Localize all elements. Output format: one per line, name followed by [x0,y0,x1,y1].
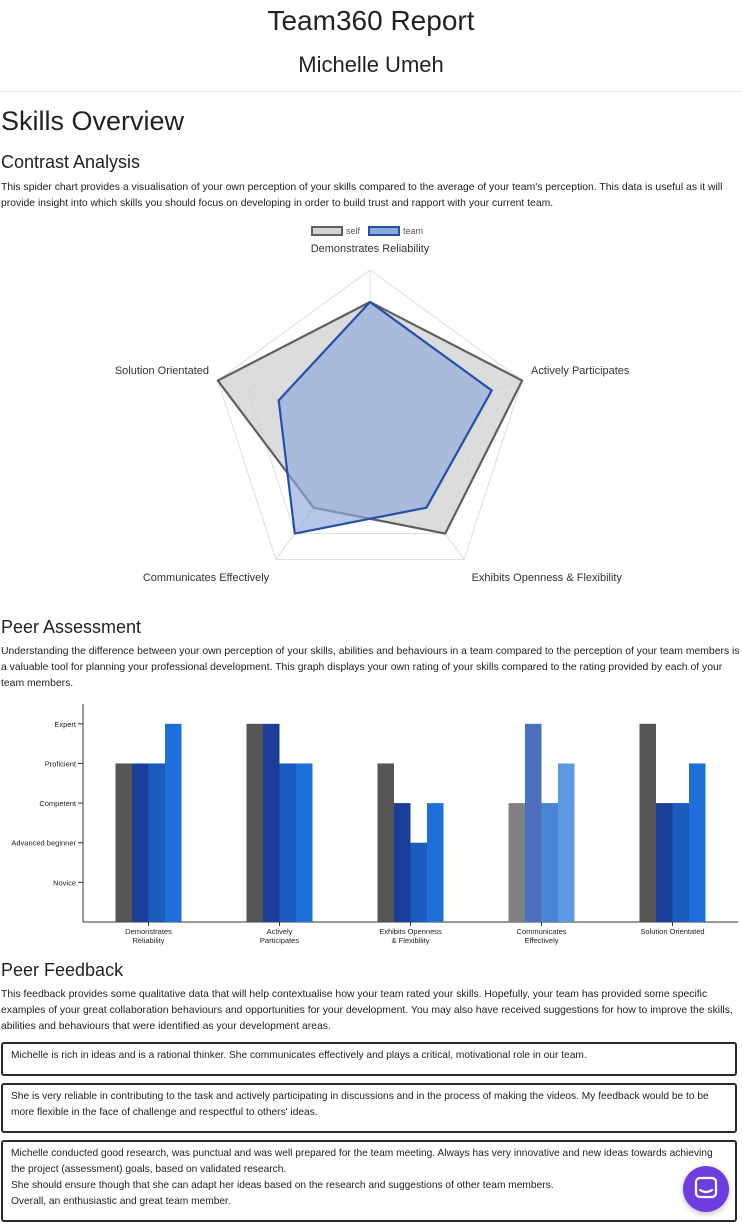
x-tick-label: Demonstrates Reliability [125,927,172,945]
contrast-analysis-heading: Contrast Analysis [1,152,141,172]
peer-feedback-description: This feedback provides some qualitative data that will help contextualise how your team rated your skills. Hopefully, your team has provided some specific examples of your great collaboration behaviours and opportunities for your development. You may also have received suggestions for how to improve the skills, abilities and behaviours that were identified as your development areas. [1,989,733,1032]
radar-chart [0,218,742,590]
radar-series [218,302,522,534]
y-tick-label: Advanced beginner [11,838,76,848]
radar-axis-label: Demonstrates Reliability [310,243,430,255]
y-tick-label: Novice [53,878,76,888]
y-tick-label: Proficient [44,759,76,769]
feedback-text: She should ensure though that she can adapt her ideas based on the research and suggestions of other team members. [11,1180,554,1191]
radar-axis-label: Exhibits Openness & Flexibility [471,572,622,584]
feedback-text: Overall, an enthusiastic and great team member. [11,1196,231,1207]
bar [280,763,297,922]
bar [542,803,559,922]
feedback-item [1,1042,737,1076]
header-divider [0,91,742,92]
legend-swatch-self [312,227,342,235]
bar [558,763,575,922]
report-title: Team360 Report [267,5,475,36]
radar-legend [312,226,423,236]
report-subtitle: Michelle Umeh [298,52,444,77]
chat-bubble-icon [683,1166,729,1212]
bar [165,724,182,922]
x-tick-label: Exhibits Openness & Flexibility [379,927,442,945]
bar [640,724,657,922]
bar [263,724,280,922]
x-tick-label: Solution Orientated [640,927,705,936]
legend-swatch-team [369,227,399,235]
bar [656,803,673,922]
bar [394,803,411,922]
peer-assessment-bar-chart [0,700,742,950]
bar [378,763,395,922]
bar [116,763,133,922]
bar [509,803,526,922]
chat-launcher-button[interactable] [683,1166,729,1212]
x-tick-label: Communicates Effectively [516,927,567,945]
bar [296,763,313,922]
radar-axis-label: Solution Orientated [114,365,209,377]
bar [525,724,542,922]
radar-axis-label: Actively Participates [531,365,630,377]
y-tick-label: Competent [39,799,76,809]
bar [427,803,444,922]
feedback-text: Michelle is rich in ideas and is a rational thinker. She communicates effectively and plays a critical, motivational role in our team. [11,1050,587,1061]
bar-chart-bars [116,724,706,922]
contrast-analysis-description: This spider chart provides a visualisation of your own perception of your skills compared to the average of your team's perception. This data is useful as it will provide insight into which skills you should focus on developing in order to build trust and rapport with your current team. [1,182,723,209]
bar [132,763,149,922]
feedback-text: She is very reliable in contributing to the task and actively participating in discussions and in the process of making the videos. My feedback would be to be more flexible in the face of challenge and respectful to others' ideas. [11,1091,709,1118]
feedback-text: Michelle conducted good research, was punctual and was well prepared for the team meeting. Always has very innovative and new ideas towards achieving the project (assessment) goals, based on validated research. [11,1148,713,1175]
skills-overview-heading: Skills Overview [1,106,185,136]
bar-chart-ticks [11,720,704,945]
peer-assessment-description: Understanding the difference between your own perception of your skills, abilities and behaviours in a team compared to the perception of your team members is a valuable tool for planning your professional development. This graph displays your own rating of your skills compared to the rating provided by each of your team members. [1,646,740,689]
y-tick-label: Expert [54,719,76,729]
peer-assessment-heading: Peer Assessment [1,617,142,637]
bar [673,803,690,922]
peer-feedback-heading: Peer Feedback [1,960,124,980]
legend-label-team: team [403,226,424,236]
feedback-item [1,1140,737,1222]
bar [411,843,428,922]
radar-axis-label: Communicates Effectively [142,572,270,584]
bar [149,763,166,922]
bar [247,724,264,922]
bar [689,763,706,922]
x-tick-label: Actively Participates [259,927,300,945]
legend-label-self: self [346,226,361,236]
feedback-item [1,1083,737,1133]
